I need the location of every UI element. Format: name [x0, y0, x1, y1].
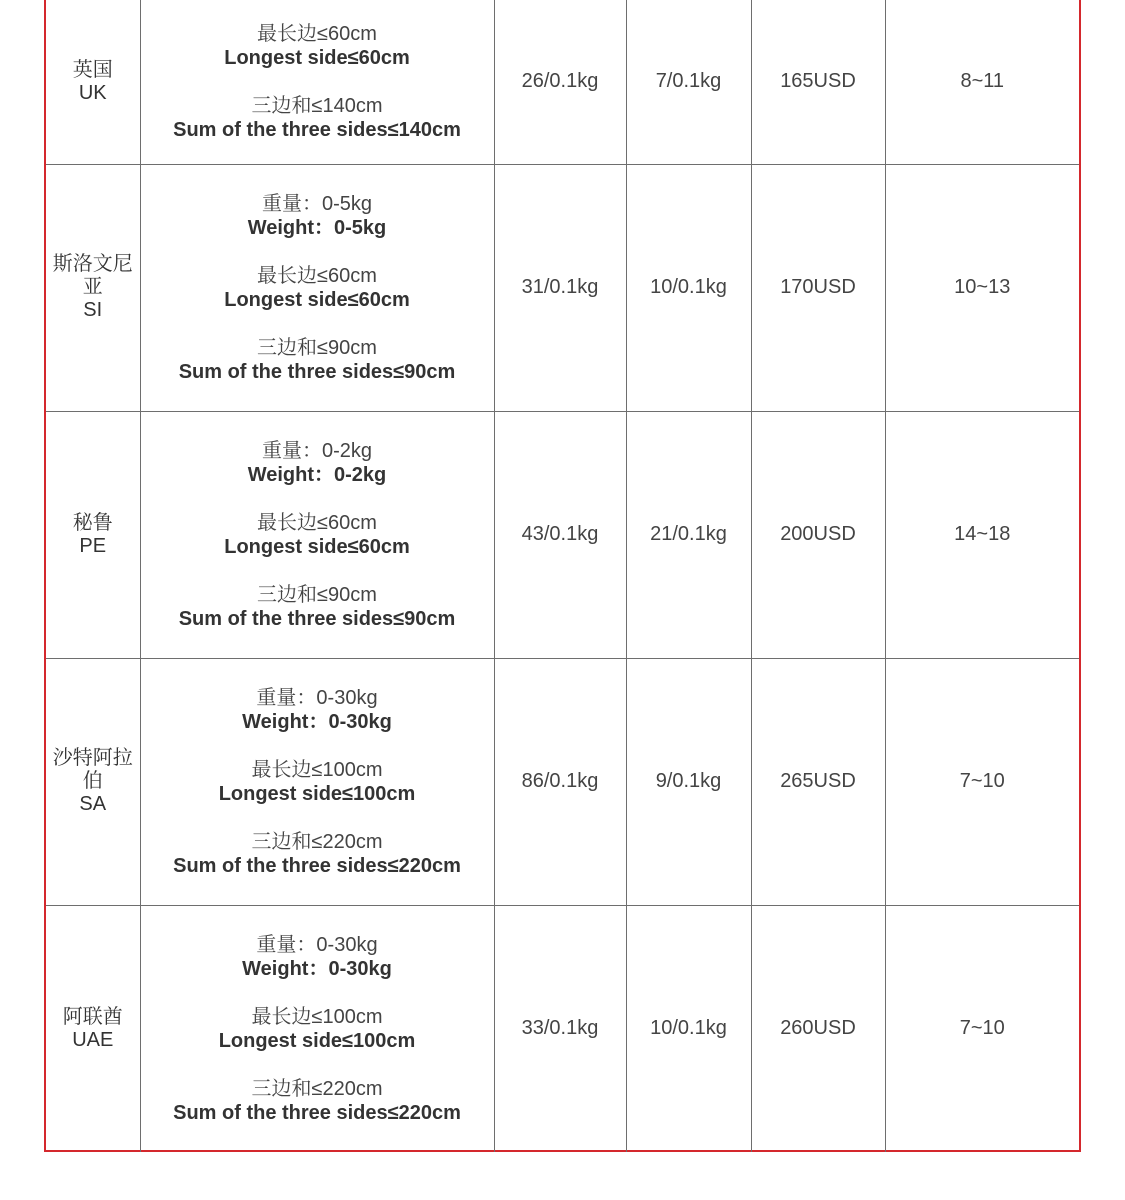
days-cell: 7~10: [885, 658, 1079, 905]
limit-cn: 三边和≤90cm: [257, 583, 377, 606]
country-code: SI: [83, 299, 103, 321]
limit-cn: 重量：0-30kg: [256, 933, 378, 956]
limit-en: Longest side≤100cm: [218, 782, 416, 805]
shipping-rate-table: [44, 0, 1081, 1152]
limit-en: Sum of the three sides≤220cm: [173, 1101, 461, 1124]
limit-longest-side: [141, 264, 494, 312]
limit-en: Longest side≤100cm: [218, 1029, 416, 1052]
limit-weight: [141, 686, 494, 734]
threshold-cell: 265USD: [751, 658, 885, 905]
rate-cell: 26/0.1kg: [494, 0, 626, 164]
limit-en: Sum of the three sides≤140cm: [173, 118, 461, 141]
country-code: SA: [79, 793, 107, 815]
limit-cn: 最长边≤60cm: [257, 264, 377, 287]
country-name-cn: 斯洛文尼亚: [52, 253, 133, 298]
limit-cn: 重量：0-2kg: [261, 439, 373, 462]
limit-sum-sides: [141, 830, 494, 878]
limit-weight: [141, 192, 494, 240]
limit-longest-side: [141, 1005, 494, 1053]
limit-cn: 重量：0-5kg: [261, 192, 373, 215]
threshold-cell: 200USD: [751, 411, 885, 658]
country-name-cn: 沙特阿拉伯: [52, 747, 133, 792]
limits-cell: [140, 164, 494, 411]
threshold-cell: 170USD: [751, 164, 885, 411]
extra-cell: 10/0.1kg: [626, 164, 751, 411]
limit-sum-sides: [141, 1077, 494, 1125]
limits-cell: [140, 658, 494, 905]
limit-en: Longest side≤60cm: [224, 288, 410, 311]
country-cell: [46, 411, 140, 658]
rate-cell: 31/0.1kg: [494, 164, 626, 411]
rate-cell: 33/0.1kg: [494, 905, 626, 1152]
threshold-cell: 260USD: [751, 905, 885, 1152]
extra-cell: 21/0.1kg: [626, 411, 751, 658]
limit-cn: 三边和≤90cm: [257, 336, 377, 359]
extra-cell: 7/0.1kg: [626, 0, 751, 164]
limit-cn: 三边和≤140cm: [251, 94, 383, 117]
limit-cn: 最长边≤100cm: [251, 1005, 383, 1028]
limit-cn: 重量：0-30kg: [256, 686, 378, 709]
country-cell: [46, 164, 140, 411]
limit-sum-sides: [141, 336, 494, 384]
limit-weight: [141, 439, 494, 487]
rate-cell: 43/0.1kg: [494, 411, 626, 658]
threshold-cell: 165USD: [751, 0, 885, 164]
limit-en: Sum of the three sides≤90cm: [178, 607, 456, 630]
table-row: [46, 164, 1079, 411]
country-name-cn: 秘鲁: [72, 511, 113, 534]
limit-cn: 最长边≤60cm: [257, 511, 377, 534]
limits-cell: [140, 905, 494, 1152]
limits-cell: [140, 411, 494, 658]
days-cell: 10~13: [885, 164, 1079, 411]
table-row: [46, 0, 1079, 164]
limit-longest-side: [141, 511, 494, 559]
limit-cn: 最长边≤100cm: [251, 758, 383, 781]
country-cell: [46, 658, 140, 905]
table-row: [46, 411, 1079, 658]
limit-en: Sum of the three sides≤90cm: [178, 360, 456, 383]
country-name-cn: 英国: [72, 58, 113, 81]
limit-en: Weight：0-30kg: [242, 710, 392, 733]
days-cell: 8~11: [885, 0, 1079, 164]
rate-table: [46, 0, 1079, 1152]
limit-en: Weight：0-30kg: [242, 957, 392, 980]
table-row: [46, 658, 1079, 905]
days-cell: 7~10: [959, 1017, 1005, 1040]
limit-sum-sides: [141, 94, 494, 142]
country-name-cn: 阿联酋: [62, 1005, 123, 1028]
limit-sum-sides: [141, 583, 494, 631]
rate-cell: 86/0.1kg: [494, 658, 626, 905]
limit-en: Weight：0-2kg: [247, 463, 387, 486]
limit-en: Longest side≤60cm: [224, 535, 410, 558]
table-row: [46, 905, 1079, 1152]
country-code: PE: [79, 534, 107, 557]
limit-cn: 三边和≤220cm: [251, 1077, 383, 1100]
country-code: UK: [78, 81, 107, 104]
limit-cn: 最长边≤60cm: [257, 22, 377, 45]
limit-en: Weight：0-5kg: [247, 216, 387, 239]
limit-longest-side: [141, 22, 494, 70]
limits-cell: [140, 0, 494, 164]
days-cell: 14~18: [885, 411, 1079, 658]
limit-cn: 三边和≤220cm: [251, 830, 383, 853]
extra-cell: 10/0.1kg: [626, 905, 751, 1152]
country-code: UAE: [72, 1028, 114, 1051]
limit-en: Sum of the three sides≤220cm: [173, 854, 461, 877]
limit-weight: [141, 933, 494, 981]
country-cell: [46, 0, 140, 164]
extra-cell: 9/0.1kg: [626, 658, 751, 905]
limit-longest-side: [141, 758, 494, 806]
limit-en: Longest side≤60cm: [224, 46, 410, 69]
country-cell: [46, 905, 140, 1152]
